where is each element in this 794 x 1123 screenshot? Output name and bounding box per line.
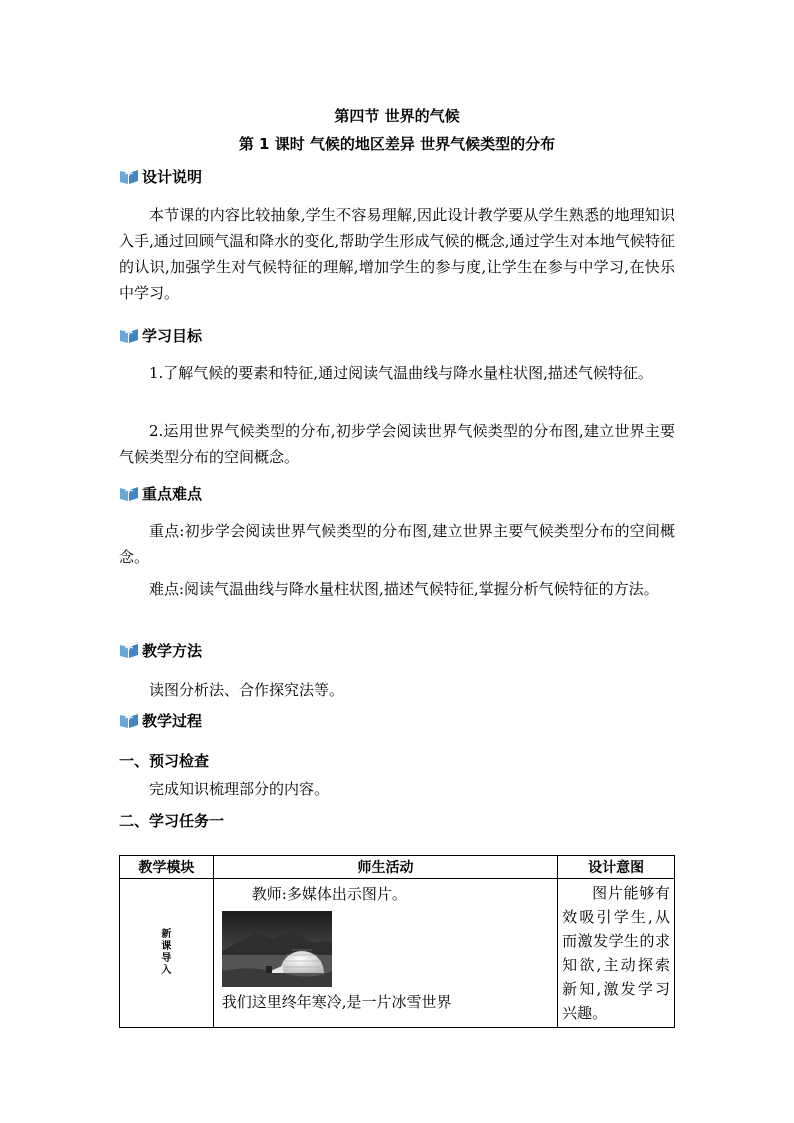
keypoint-item-1: 重点:初步学会阅读世界气候类型的分布图,建立世界主要气候类型分布的空间概念。 — [119, 522, 675, 566]
activity-intro-text: 教师:多媒体出示图片。 — [251, 885, 407, 903]
section-keypoints-heading — [119, 483, 202, 503]
section-goals-label: 学习目标 — [142, 326, 203, 345]
lesson-table — [119, 855, 675, 1028]
module-cell — [120, 879, 214, 1028]
table-header-row — [120, 856, 675, 879]
snowflake-book-icon — [119, 641, 139, 659]
step2-heading: 二、学习任务一 — [119, 812, 225, 830]
goal-item-1: 1.了解气候的要素和特征,通过阅读气温曲线与降水量柱状图,描述气候特征。 — [149, 364, 653, 382]
page-subtitle: 第 1 课时 气候的地区差异 世界气候类型的分布 — [238, 135, 556, 153]
table-header-activity: 师生活动 — [213, 856, 557, 879]
snowflake-book-icon — [119, 326, 139, 344]
section-methods-label: 教学方法 — [142, 641, 203, 660]
activity-caption-text: 我们这里终年寒冷,是一片冰雪世界 — [221, 993, 452, 1011]
module-char: 入 — [161, 965, 172, 976]
table-header-intent: 设计意图 — [558, 856, 675, 879]
section-methods-heading — [119, 640, 202, 660]
section-goals-heading — [119, 325, 202, 345]
page-title: 第四节 世界的气候 — [334, 107, 460, 125]
table-row — [120, 879, 675, 1028]
snowflake-book-icon — [119, 484, 139, 502]
section-design-heading — [119, 166, 202, 186]
igloo-photo — [222, 911, 332, 987]
snowflake-book-icon — [119, 711, 139, 729]
step1-heading: 一、预习检查 — [119, 752, 210, 770]
intent-cell: 图片能够有效吸引学生,从而激发学生的求知欲,主动探索新知,激发学习兴趣。 — [558, 879, 675, 1028]
section-process-label: 教学过程 — [142, 711, 203, 730]
activity-cell — [213, 879, 557, 1028]
module-char: 新 — [161, 929, 172, 940]
design-text: 本节课的内容比较抽象,学生不容易理解,因此设计教学要从学生熟悉的地理知识入手,通过回顾气温和降水的变化,帮助学生形成气候的概念,通过学生对本地气候特征的认识,加强学生对气候特征的理解,增加学生的参与度,让学生在参与中学习,在快乐中学习。 — [119, 206, 675, 302]
keypoint-item-2: 难点:阅读气温曲线与降水量柱状图,描述气候特征,掌握分析气候特征的方法。 — [149, 580, 659, 598]
snowflake-book-icon — [119, 167, 139, 185]
methods-text: 读图分析法、合作探究法等。 — [149, 681, 345, 699]
section-process-heading — [119, 710, 202, 730]
module-char: 课 — [161, 941, 172, 952]
section-design-label: 设计说明 — [142, 167, 203, 186]
section-keypoints-label: 重点难点 — [142, 484, 203, 503]
module-char: 导 — [161, 953, 172, 964]
goal-item-2: 2.运用世界气候类型的分布,初步学会阅读世界气候类型的分布图,建立世界主要气候类型分布的空间概念。 — [119, 422, 675, 466]
table-header-module: 教学模块 — [120, 856, 214, 879]
step1-text: 完成知识梳理部分的内容。 — [149, 780, 330, 798]
